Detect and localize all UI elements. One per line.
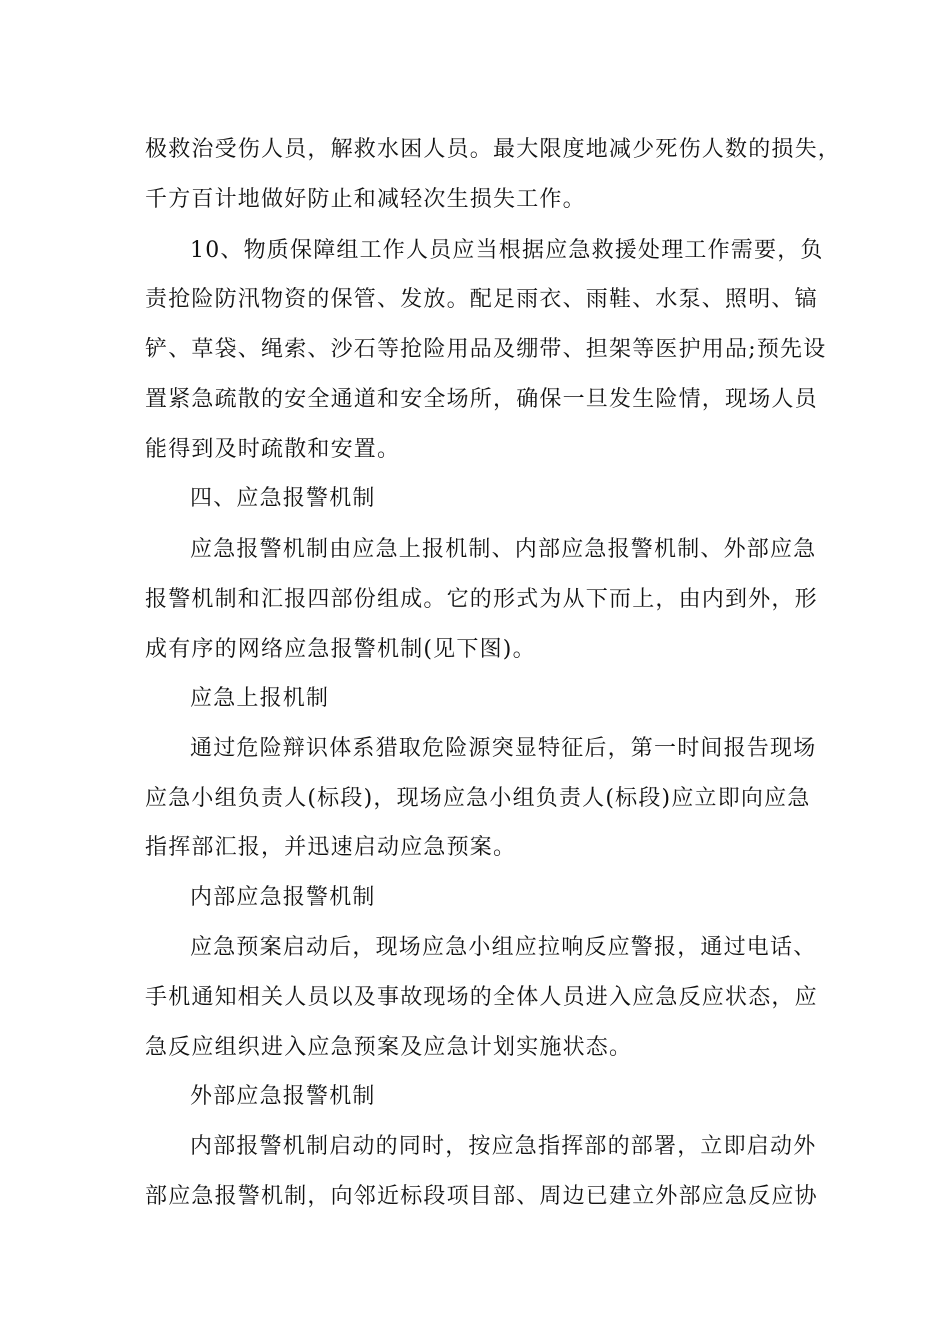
text-line: 指挥部汇报，并迅速启动应急预案。 [145, 835, 517, 860]
text-line: 10、物质保障组工作人员应当根据应急救援处理工作需要，负 [190, 238, 824, 263]
text-line: 成有序的网络应急报警机制(见下图)。 [145, 637, 536, 662]
subsection-heading: 应急上报机制 [190, 686, 330, 711]
text-line: 内部报警机制启动的同时，按应急指挥部的部署，立即启动外 [190, 1134, 817, 1159]
text-line: 责抢险防汛物资的保管、发放。配足雨衣、雨鞋、水泵、照明、镐 [145, 287, 818, 312]
text-line: 报警机制和汇报四部份组成。它的形式为从下而上，由内到外，形 [145, 587, 818, 612]
text-line: 铲、草袋、绳索、沙石等抢险用品及绷带、担架等医护用品;预先设 [145, 337, 827, 362]
text-line: 部应急报警机制，向邻近标段项目部、周边已建立外部应急反应协 [145, 1184, 818, 1209]
subsection-heading: 外部应急报警机制 [190, 1084, 376, 1109]
text-line: 置紧急疏散的安全通道和安全场所，确保一旦发生险情，现场人员 [145, 387, 818, 412]
text-line: 急反应组织进入应急预案及应急计划实施状态。 [145, 1035, 633, 1060]
text-line: 通过危险辩识体系猎取危险源突显特征后，第一时间报告现场 [190, 736, 817, 761]
subsection-heading: 内部应急报警机制 [190, 885, 376, 910]
text-line: 应急报警机制由应急上报机制、内部应急报警机制、外部应急 [190, 537, 817, 562]
text-line: 手机通知相关人员以及事故现场的全体人员进入应急反应状态，应 [145, 985, 818, 1010]
text-line: 应急小组负责人(标段)，现场应急小组负责人(标段)应立即向应急 [145, 786, 811, 811]
text-line: 应急预案启动后，现场应急小组应拉响反应警报，通过电话、 [190, 935, 817, 960]
text-line: 极救治受伤人员，解救水困人员。最大限度地减少死伤人数的损失， [145, 137, 842, 162]
text-line: 千方百计地做好防止和减轻次生损失工作。 [145, 187, 586, 212]
text-line: 能得到及时疏散和安置。 [145, 437, 401, 462]
section-heading: 四、应急报警机制 [190, 486, 376, 511]
